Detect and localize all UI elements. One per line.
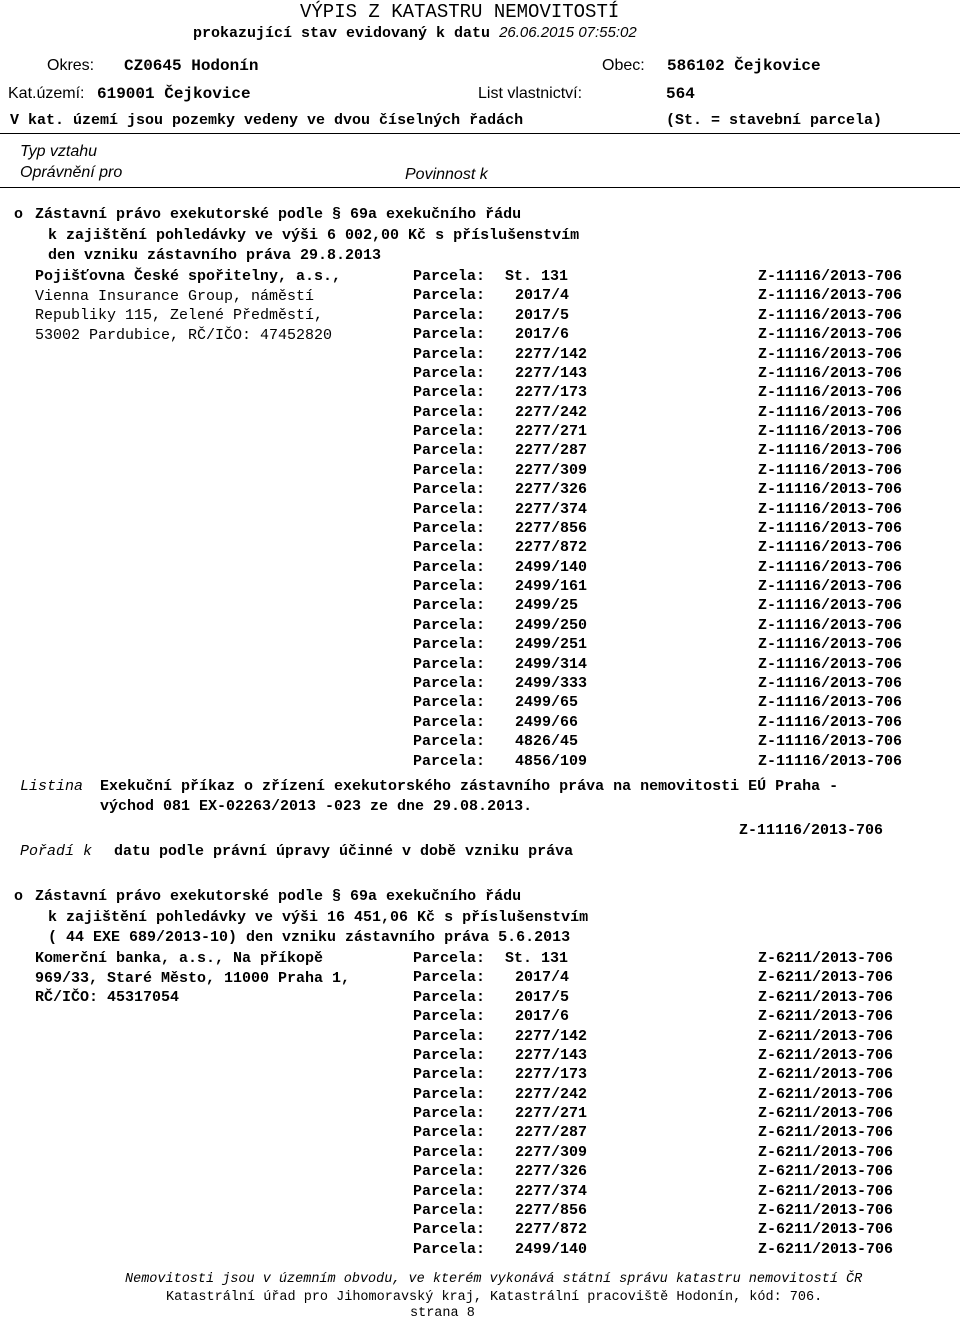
parcel-label: Parcela: [413,1221,486,1239]
parcel-row [0,578,960,597]
parcel-row [0,501,960,520]
katuzemi-value: 619001 Čejkovice [97,85,251,103]
parcel-row [0,694,960,713]
col-povinnost-k: Povinnost k [405,166,488,183]
parcel-row [0,714,960,733]
parcel-row [0,384,960,403]
parcel-row [0,675,960,694]
parcel-reference: Z-11116/2013-706 [758,345,903,363]
parcel-row [0,1241,960,1260]
entry1-listina-ref: Z-11116/2013-706 [739,822,884,839]
parcel-label: Parcela: [413,1143,486,1161]
subtitle-prefix: prokazující stav evidovaný k datu [193,25,491,42]
parcel-row [0,1028,960,1047]
document-subtitle [193,24,637,43]
parcel-number: 2499/333 [515,674,588,692]
parcel-number: 2499/25 [515,597,579,615]
parcel-label: Parcela: [413,442,486,460]
entry1-listina-line2: východ 081 EX-02263/2013 -023 ze dne 29.08.2013. [100,798,533,815]
parcel-label: Parcela: [413,403,486,421]
entry2-bullet: o [14,888,24,905]
parcel-number: 2277/173 [515,384,588,402]
parcel-reference: Z-11116/2013-706 [758,481,903,499]
parcel-row [0,1066,960,1085]
parcel-label: Parcela: [413,674,486,692]
parcel-number: 4826/45 [515,733,579,751]
parcel-label: Parcela: [413,1085,486,1103]
entry1-bullet: o [14,206,24,223]
parcel-reference: Z-11116/2013-706 [758,287,903,305]
entry1-amount: k zajištění pohledávky ve výši 6 002,00 Kč s příslušenstvím [48,227,580,244]
parcel-reference: Z-6211/2013-706 [758,1105,894,1123]
parcel-number: 4856/109 [515,752,588,770]
entry2-creditor-1: Komerční banka, a.s., Na příkopě [35,950,324,967]
parcel-number: 2277/143 [515,1046,588,1064]
parcel-number: 2499/66 [515,713,579,731]
parcel-reference: Z-6211/2013-706 [758,1143,894,1161]
entry1-poradi-text: datu podle právní úpravy účinné v době vzniku práva [114,843,574,860]
parcel-number: 2277/271 [515,423,588,441]
parcel-number: 2499/250 [515,616,588,634]
parcel-reference: Z-6211/2013-706 [758,1221,894,1239]
parcel-number: 2017/6 [515,1008,570,1026]
parcel-number: St. 131 [505,950,569,967]
parcel-label: Parcela: [413,950,486,967]
parcel-reference: Z-11116/2013-706 [758,733,903,751]
parcel-row [0,1008,960,1027]
parcel-reference: Z-11116/2013-706 [758,578,903,596]
document-title: VÝPIS Z KATASTRU NEMOVITOSTÍ [300,1,620,23]
parcel-reference: Z-11116/2013-706 [758,539,903,557]
parcel-reference: Z-11116/2013-706 [758,384,903,402]
parcel-reference: Z-11116/2013-706 [758,519,903,537]
parcel-number: 2499/161 [515,578,588,596]
parcel-label: Parcela: [413,1201,486,1219]
footer-line-2: Katastrální úřad pro Jihomoravský kraj, Katastrální pracoviště Hodonín, kód: 706. [166,1290,823,1305]
parcel-row [0,1163,960,1182]
parcel-label: Parcela: [413,287,486,305]
lv-label: List vlastnictví: [478,85,583,102]
parcel-row [0,539,960,558]
parcel-row [0,733,960,752]
parcel-number: 2277/173 [515,1066,588,1084]
parcel-reference: Z-11116/2013-706 [758,597,903,615]
entry2-creditor-2: 969/33, Staré Město, 11000 Praha 1, [35,970,351,987]
parcel-number: 2277/326 [515,481,588,499]
entry1-creditor-4: 53002 Pardubice, RČ/IČO: 47452820 [35,327,333,344]
parcel-row [0,462,960,481]
entry1-creditor-3: Republiky 115, Zelené Předměstí, [35,307,324,324]
parcel-row [0,969,960,988]
parcel-label: Parcela: [413,655,486,673]
entry1-listina-label: Listina [20,778,84,795]
parcel-number: 2277/271 [515,1105,588,1123]
entry1-poradi-label: Pořadí k [20,843,93,860]
parcel-reference: Z-6211/2013-706 [758,1027,894,1045]
parcel-row [0,326,960,345]
parcel-reference: Z-6211/2013-706 [758,1008,894,1026]
parcel-reference: Z-11116/2013-706 [758,268,903,285]
parcel-reference: Z-6211/2013-706 [758,1201,894,1219]
columns-rule [0,187,960,188]
parcel-reference: Z-6211/2013-706 [758,950,894,967]
entry1-date: den vzniku zástavního práva 29.8.2013 [48,247,382,264]
parcel-row [0,1144,960,1163]
statement-date: 26.06.2015 07:55:02 [499,24,637,41]
parcel-row [0,1183,960,1202]
numbering-note: V kat. území jsou pozemky vedeny ve dvou číselných řadách [10,112,524,129]
parcel-number: 2277/309 [515,1143,588,1161]
parcel-row [0,268,960,287]
parcel-label: Parcela: [413,500,486,518]
parcel-row [0,636,960,655]
parcel-reference: Z-11116/2013-706 [758,694,903,712]
parcel-number: 2277/287 [515,442,588,460]
page-number: strana 8 [410,1306,475,1321]
parcel-label: Parcela: [413,268,486,285]
parcel-reference: Z-11116/2013-706 [758,752,903,770]
parcel-label: Parcela: [413,423,486,441]
okres-value: CZ0645 Hodonín [124,57,259,75]
parcel-number: 2017/5 [515,306,570,324]
parcel-label: Parcela: [413,461,486,479]
entry2-type: Zástavní právo exekutorské podle § 69a exekučního řádu [35,888,522,905]
parcel-row [0,442,960,461]
parcel-reference: Z-11116/2013-706 [758,655,903,673]
parcel-label: Parcela: [413,1027,486,1045]
parcel-reference: Z-11116/2013-706 [758,364,903,382]
parcel-reference: Z-11116/2013-706 [758,674,903,692]
parcel-row [0,423,960,442]
parcel-row [0,597,960,616]
parcel-label: Parcela: [413,597,486,615]
parcel-row [0,617,960,636]
parcel-number: 2277/242 [515,1085,588,1103]
parcel-number: 2277/309 [515,461,588,479]
parcel-reference: Z-11116/2013-706 [758,713,903,731]
parcel-reference: Z-11116/2013-706 [758,500,903,518]
parcel-label: Parcela: [413,578,486,596]
parcel-label: Parcela: [413,988,486,1006]
parcel-row [0,404,960,423]
entry2-date: ( 44 EXE 689/2013-10) den vzniku zástavního práva 5.6.2013 [48,929,571,946]
parcel-row [0,1105,960,1124]
parcel-label: Parcela: [413,1105,486,1123]
parcel-reference: Z-6211/2013-706 [758,988,894,1006]
parcel-number: 2277/856 [515,1201,588,1219]
parcel-number: 2499/140 [515,1240,588,1258]
parcel-label: Parcela: [413,345,486,363]
parcel-row [0,346,960,365]
parcel-label: Parcela: [413,713,486,731]
parcel-reference: Z-11116/2013-706 [758,461,903,479]
parcel-reference: Z-11116/2013-706 [758,306,903,324]
parcel-label: Parcela: [413,364,486,382]
parcel-label: Parcela: [413,636,486,654]
parcel-number: 2499/314 [515,655,588,673]
parcel-reference: Z-6211/2013-706 [758,1124,894,1142]
parcel-label: Parcela: [413,326,486,344]
katuzemi-label: Kat.území: [8,85,85,102]
parcel-number: 2277/287 [515,1124,588,1142]
parcel-row [0,656,960,675]
parcel-row [0,559,960,578]
parcel-reference: Z-6211/2013-706 [758,1066,894,1084]
entry1-listina-line1: Exekuční příkaz o zřízení exekutorského zástavního práva na nemovitosti EÚ Praha - [100,778,839,795]
parcel-reference: Z-6211/2013-706 [758,1240,894,1258]
parcel-row [0,1124,960,1143]
parcel-reference: Z-6211/2013-706 [758,1046,894,1064]
parcel-row [0,1202,960,1221]
obec-label: Obec: [602,57,645,74]
parcel-number: 2277/872 [515,539,588,557]
parcel-row [0,1221,960,1240]
parcel-row [0,520,960,539]
parcel-reference: Z-11116/2013-706 [758,326,903,344]
parcel-label: Parcela: [413,1124,486,1142]
okres-label: Okres: [47,57,95,74]
parcel-label: Parcela: [413,519,486,537]
parcel-reference: Z-11116/2013-706 [758,423,903,441]
parcel-row [0,307,960,326]
parcel-number: 2277/142 [515,1027,588,1045]
parcel-label: Parcela: [413,733,486,751]
parcel-reference: Z-11116/2013-706 [758,403,903,421]
parcel-row [0,950,960,969]
parcel-number: 2277/143 [515,364,588,382]
parcel-label: Parcela: [413,1066,486,1084]
entry1-type: Zástavní právo exekutorské podle § 69a exekučního řádu [35,206,522,223]
parcel-row [0,481,960,500]
parcel-row [0,753,960,772]
parcel-number: 2277/326 [515,1163,588,1181]
footer-line-1: Nemovitosti jsou v územním obvodu, ve kterém vykonává státní správu katastru nemovitostí ČR [125,1272,863,1287]
parcel-row [0,989,960,1008]
parcel-number: 2499/251 [515,636,588,654]
parcel-label: Parcela: [413,1240,486,1258]
parcel-label: Parcela: [413,539,486,557]
parcel-number: 2017/4 [515,969,570,987]
parcel-label: Parcela: [413,384,486,402]
parcel-row [0,1047,960,1066]
col-typ-vztahu: Typ vztahu [20,143,98,160]
parcel-reference: Z-11116/2013-706 [758,616,903,634]
parcel-number: 2499/65 [515,694,579,712]
parcel-reference: Z-6211/2013-706 [758,1163,894,1181]
parcel-number: 2017/5 [515,988,570,1006]
parcel-number: 2277/374 [515,1182,588,1200]
entry2-creditor-3: RČ/IČO: 45317054 [35,989,180,1006]
parcel-number: 2277/142 [515,345,588,363]
parcel-number: 2017/4 [515,287,570,305]
parcel-row [0,287,960,306]
parcel-number: 2277/872 [515,1221,588,1239]
parcel-reference: Z-11116/2013-706 [758,636,903,654]
parcel-number: 2277/374 [515,500,588,518]
parcel-label: Parcela: [413,558,486,576]
parcel-number: 2017/6 [515,326,570,344]
header-rule [0,133,960,134]
parcel-number: St. 131 [505,268,569,285]
parcel-label: Parcela: [413,616,486,634]
parcel-reference: Z-11116/2013-706 [758,558,903,576]
parcel-label: Parcela: [413,1163,486,1181]
parcel-label: Parcela: [413,752,486,770]
parcel-label: Parcela: [413,1008,486,1026]
parcel-label: Parcela: [413,694,486,712]
parcel-number: 2277/242 [515,403,588,421]
parcel-label: Parcela: [413,1182,486,1200]
parcel-reference: Z-6211/2013-706 [758,1085,894,1103]
parcel-number: 2499/140 [515,558,588,576]
obec-value: 586102 Čejkovice [667,57,821,75]
parcel-row [0,365,960,384]
entry1-creditor-2: Vienna Insurance Group, náměstí [35,288,315,305]
parcel-label: Parcela: [413,1046,486,1064]
parcel-reference: Z-11116/2013-706 [758,442,903,460]
col-opravneni-pro: Oprávnění pro [20,164,123,181]
parcel-label: Parcela: [413,481,486,499]
parcel-label: Parcela: [413,306,486,324]
entry1-creditor-1: Pojišťovna České spořitelny, a.s., [35,268,342,285]
lv-value: 564 [666,85,695,103]
numbering-note-st: (St. = stavební parcela) [666,112,883,129]
parcel-label: Parcela: [413,969,486,987]
entry2-amount: k zajištění pohledávky ve výši 16 451,06 Kč s příslušenstvím [48,909,589,926]
parcel-number: 2277/856 [515,519,588,537]
parcel-reference: Z-6211/2013-706 [758,969,894,987]
parcel-reference: Z-6211/2013-706 [758,1182,894,1200]
parcel-row [0,1086,960,1105]
